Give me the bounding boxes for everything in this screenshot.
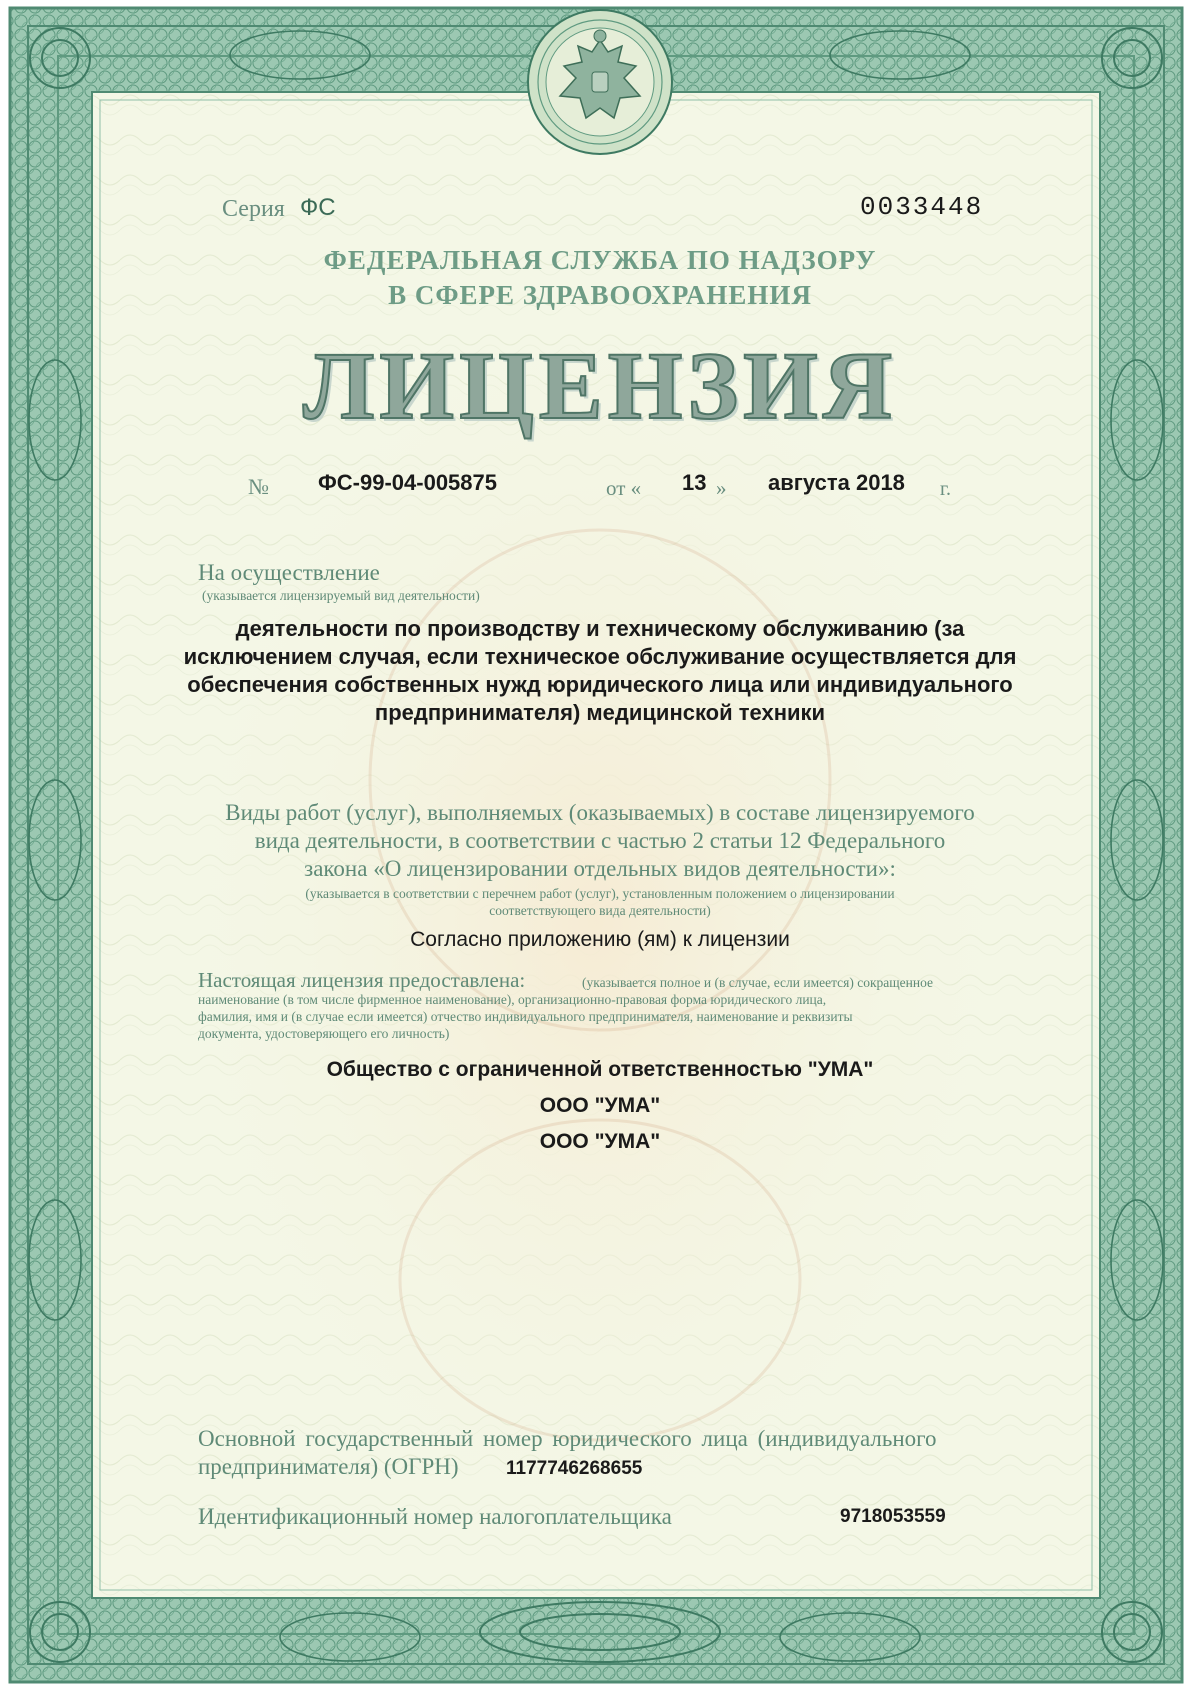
coat-of-arms-emblem xyxy=(528,10,672,154)
inn-label: Идентификационный номер налогоплательщика xyxy=(198,1504,672,1529)
licensee-hint-4: документа, удостоверяющего его личность) xyxy=(198,1026,450,1041)
authority-line-2: В СФЕРЕ ЗДРАВООХРАНЕНИЯ xyxy=(388,280,812,310)
document-title: ЛИЦЕНЗИЯ xyxy=(302,332,898,439)
activity-line-3: обеспечения собственных нужд юридического лица или индивидуального xyxy=(187,672,1013,697)
license-month-year: августа 2018 xyxy=(768,470,905,495)
activity-line-4: предпринимателя) медицинской техники xyxy=(374,700,826,725)
licensee-full-name: Общество с ограниченной ответственностью "УМА" xyxy=(326,1058,874,1081)
works-line-3: закона «О лицензировании отдельных видов деятельности»: xyxy=(304,856,896,881)
licensee-label: Настоящая лицензия предоставлена: xyxy=(198,968,526,992)
activity-hint: (указывается лицензируемый вид деятельности) xyxy=(202,588,480,603)
licensee-hint-first: (указывается полное и (в случае, если имеется) сокращенное xyxy=(582,975,934,990)
inn-value: 9718053559 xyxy=(840,1506,946,1527)
series-value: ФС xyxy=(300,194,336,221)
ogrn-value: 1177746268655 xyxy=(506,1458,643,1479)
activity-label: На осуществление xyxy=(198,560,380,585)
authority-line-1: ФЕДЕРАЛЬНАЯ СЛУЖБА ПО НАДЗОРУ xyxy=(323,245,877,275)
licensee-hint-2: наименование (в том числе фирменное наименование), организационно-правовая форма юридического лица, xyxy=(198,992,827,1007)
blank-number: 0033448 xyxy=(860,192,984,222)
activity-line-1: деятельности по производству и техническому обслуживанию (за xyxy=(235,616,965,641)
licensee-short-name: ООО "УМА" xyxy=(539,1094,661,1117)
license-number: ФС-99-04-005875 xyxy=(318,470,497,495)
works-value: Согласно приложению (ям) к лицензии xyxy=(410,928,790,951)
works-hint-1: (указывается в соответствии с перечнем работ (услуг), установленным положением о лицензировании xyxy=(305,886,895,901)
works-hint-2: соответствующего вида деятельности) xyxy=(489,903,711,918)
works-line-2: вида деятельности, в соответствии с частью 2 статьи 12 Федерального xyxy=(254,828,946,853)
license-day-close: » xyxy=(716,476,727,500)
series-label: Серия xyxy=(222,196,285,222)
license-number-label: № xyxy=(248,474,269,499)
licensee-hint-3: фамилия, имя и (в случае если имеется) отчество индивидуального предпринимателя, наименование и реквизиты xyxy=(198,1009,853,1024)
works-line-1: Виды работ (услуг), выполняемых (оказываемых) в составе лицензируемого xyxy=(225,800,975,825)
licensee-brand-name: ООО "УМА" xyxy=(539,1130,661,1153)
ogrn-label-line-1: Основной государственный номер юридического лица (индивидуального xyxy=(198,1426,937,1451)
license-year-suffix: г. xyxy=(940,478,951,500)
activity-line-2: исключением случая, если техническое обслуживание осуществляется для xyxy=(183,644,1017,669)
license-day: 13 xyxy=(682,470,707,495)
ogrn-label-line-2: предпринимателя) (ОГРН) xyxy=(198,1454,459,1479)
license-date-from-label: от « xyxy=(606,476,642,500)
